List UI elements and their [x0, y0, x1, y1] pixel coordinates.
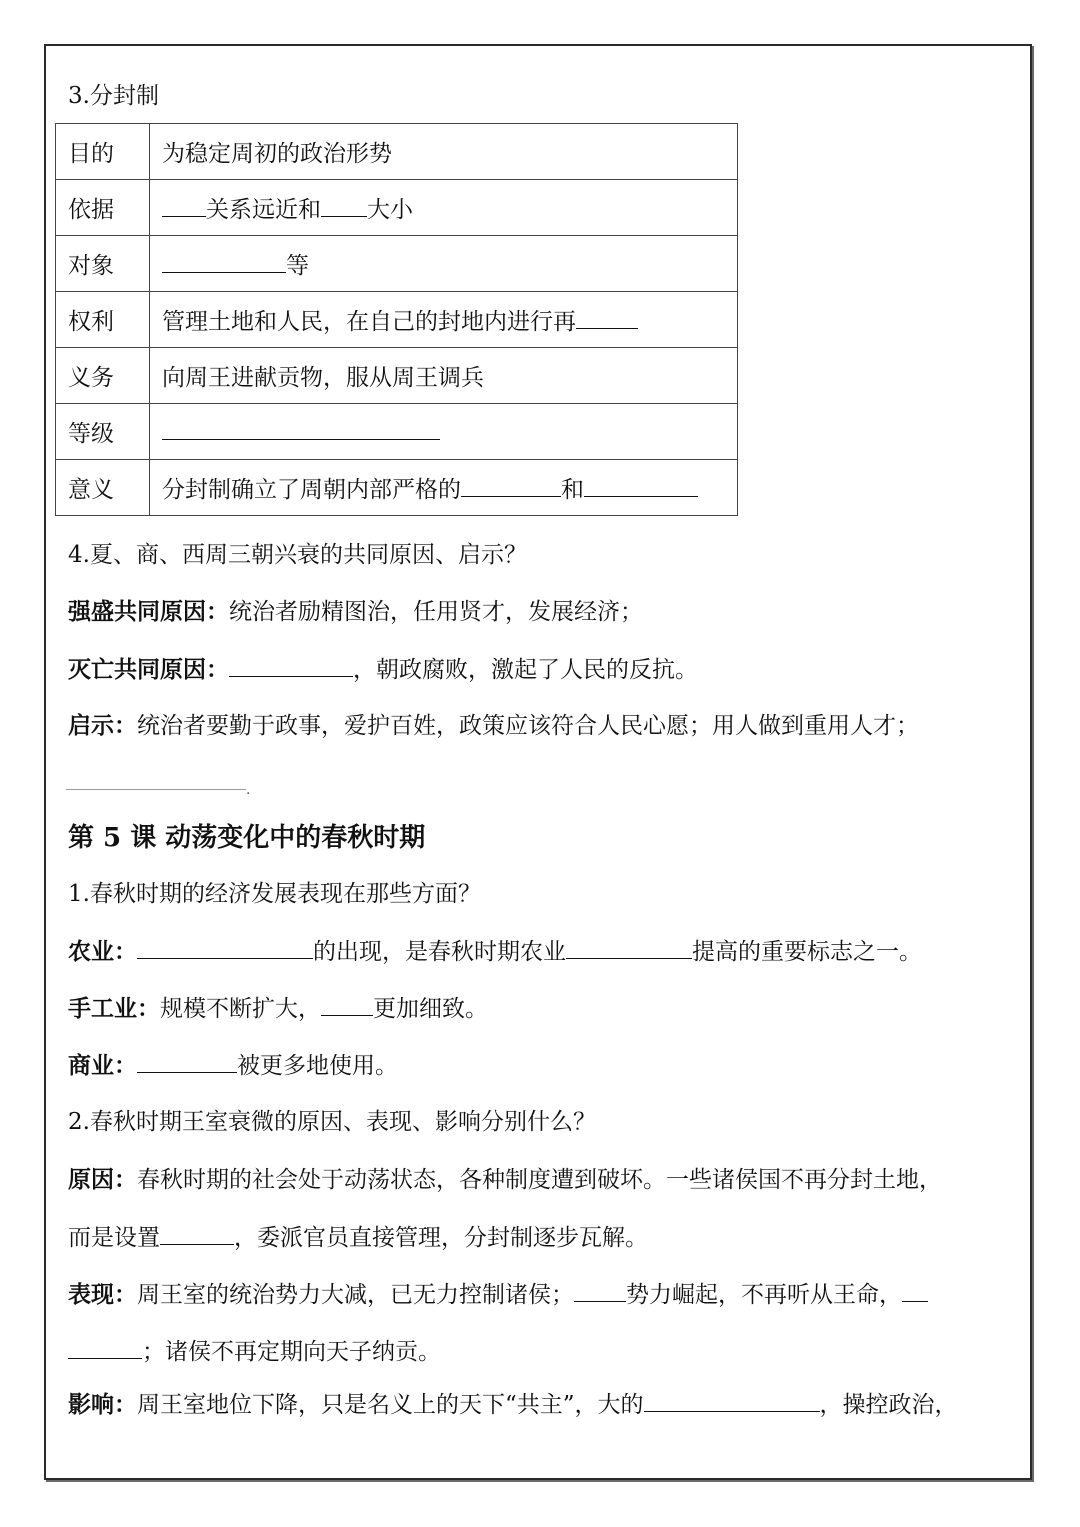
- row-value: 关系远近和 大小: [150, 180, 738, 236]
- fill-blank[interactable]: [584, 474, 698, 497]
- fill-blank[interactable]: [229, 654, 353, 677]
- table-row: [56, 236, 738, 292]
- section3-title: 3.分封制: [68, 83, 159, 109]
- fill-blank[interactable]: [162, 417, 440, 440]
- fill-blank[interactable]: [461, 474, 561, 497]
- row-value: 等: [150, 236, 738, 292]
- rise-reason: 强盛共同原因：统治者励精图治，任用贤才，发展经济；: [68, 598, 643, 625]
- enfeoffment-table: [55, 123, 738, 516]
- row-key: 等级: [56, 404, 150, 460]
- row-value: 向周王进献贡物，服从周王调兵: [150, 348, 738, 404]
- separator-line: [66, 789, 246, 790]
- table-row: [56, 180, 738, 236]
- commerce-line: 商业： 被更多地使用。: [68, 1052, 398, 1079]
- lesson5-q2: 2.春秋时期王室衰微的原因、表现、影响分别什么？: [68, 1109, 596, 1135]
- lesson5-title: 第 5 课 动荡变化中的春秋时期: [68, 823, 426, 853]
- fill-blank[interactable]: [321, 993, 373, 1016]
- row-value: 分封制确立了周朝内部严格的 和: [150, 460, 738, 516]
- show-line-1: 表现：周王室的统治势力大减，已无力控制诸侯； 势力崛起，不再听从王命，: [68, 1279, 928, 1310]
- fill-blank[interactable]: [566, 936, 692, 959]
- cause-line-1: 原因：春秋时期的社会处于动荡状态，各种制度遭到破坏。一些诸侯国不再分封土地，: [68, 1166, 942, 1193]
- row-key: 目的: [56, 124, 150, 180]
- agriculture-line: 农业： 的出现，是春秋时期农业 提高的重要标志之一。: [68, 938, 922, 965]
- fill-blank[interactable]: [68, 1336, 142, 1359]
- lesson5-q1: 1.春秋时期的经济发展表现在那些方面？: [68, 881, 481, 907]
- row-key: 依据: [56, 180, 150, 236]
- row-value: 管理土地和人民，在自己的封地内进行再: [150, 292, 738, 348]
- fill-blank[interactable]: [137, 936, 313, 959]
- row-key: 权利: [56, 292, 150, 348]
- table-row: [56, 348, 738, 404]
- handicraft-line: 手工业：规模不断扩大， 更加细致。: [68, 995, 488, 1022]
- row-key: 义务: [56, 348, 150, 404]
- fill-blank[interactable]: [137, 1050, 237, 1073]
- table-row: [56, 292, 738, 348]
- table-row: [56, 124, 738, 180]
- table-row: [56, 460, 738, 516]
- fall-reason: 灭亡共同原因： ，朝政腐败，激起了人民的反抗。: [68, 656, 698, 683]
- fill-blank[interactable]: [162, 250, 286, 273]
- row-value: [150, 404, 738, 460]
- fill-blank[interactable]: [160, 1222, 234, 1245]
- fill-blank[interactable]: [321, 194, 367, 217]
- fill-blank[interactable]: [162, 194, 206, 217]
- row-key: 对象: [56, 236, 150, 292]
- fill-blank[interactable]: [574, 1279, 626, 1302]
- fill-blank[interactable]: [644, 1389, 820, 1412]
- row-key: 意义: [56, 460, 150, 516]
- impact-line: 影响：周王室地位下降，只是名义上的天下“共主”，大的 ，操控政治，: [68, 1391, 958, 1418]
- show-line-2: ；诸侯不再定期向天子纳贡。: [68, 1336, 441, 1367]
- row-value: 为稳定周初的政治形势: [150, 124, 738, 180]
- section4-question: 4.夏、商、西周三朝兴衰的共同原因、启示？: [68, 542, 527, 568]
- separator-dot: .: [246, 782, 251, 798]
- fill-blank[interactable]: [576, 306, 638, 329]
- fill-blank[interactable]: [902, 1279, 928, 1302]
- lesson-learned: 启示：统治者要勤于政事，爱护百姓，政策应该符合人民心愿；用人做到重用人才；: [68, 712, 919, 739]
- cause-line-2: 而是设置 ，委派官员直接管理，分封制逐步瓦解。: [68, 1222, 648, 1253]
- table-row: [56, 404, 738, 460]
